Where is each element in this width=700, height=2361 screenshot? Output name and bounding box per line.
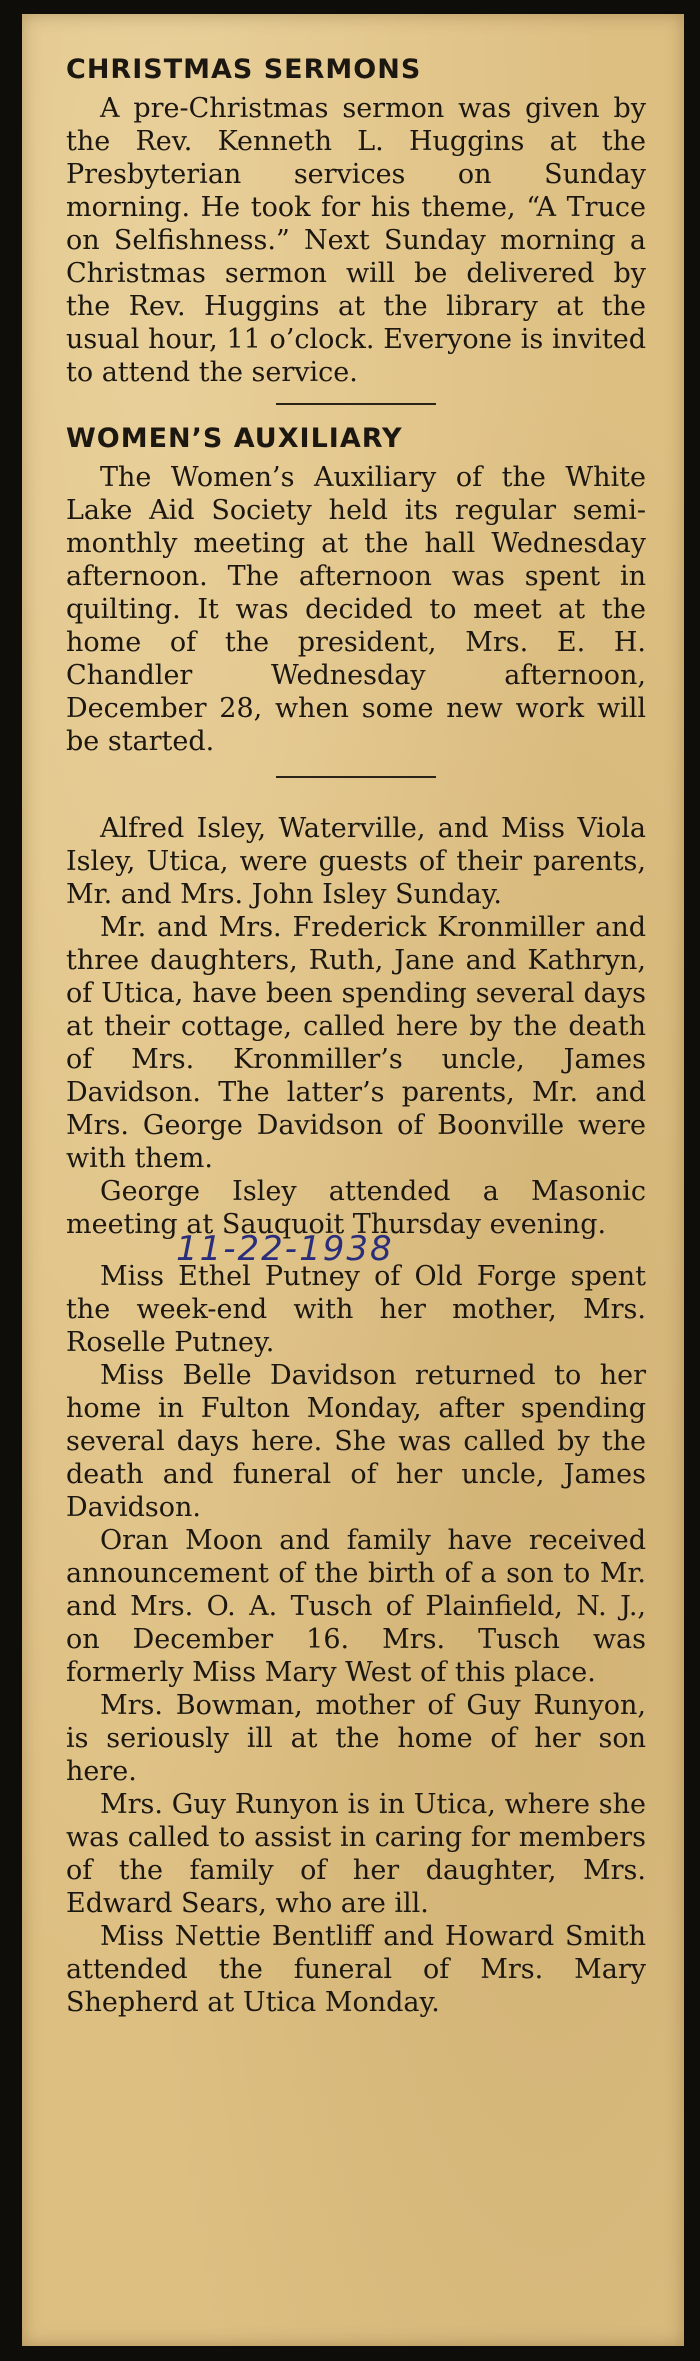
divider-rule — [276, 403, 436, 405]
news-item-runyon: Mrs. Guy Runyon is in Utica, where she was called to assist in caring for members of the family of her daughter, Mrs. Edward Sears, who are ill. — [66, 1789, 646, 1919]
article-column — [66, 50, 646, 2019]
heading-womens-auxiliary: WOMEN’S AUXILIARY — [66, 423, 403, 454]
news-item-bentliff-smith: Miss Nettie Bentliff and Howard Smith attended the funeral of Mrs. Mary Shepherd at Utica Monday. — [66, 1921, 646, 2018]
divider-rule — [276, 776, 436, 778]
news-item-isley-guests: Alfred Isley, Waterville, and Miss Viola Isley, Utica, were guests of their parents, Mr. and Mrs. John Isley Sunday. — [66, 813, 646, 910]
paragraph-womens-auxiliary: The Women’s Auxiliary of the White Lake Aid Society held its regular semi-monthly meeting at the hall Wednesday afternoon. The afternoon was spent in quilting. It was decided to meet at the home of the president, Mrs. E. H. Chandler Wednesday afternoon, December 28, when some new work will be started. — [66, 462, 646, 757]
news-item-putney: Miss Ethel Putney of Old Forge spent the week-end with her mother, Mrs. Roselle Putney. — [66, 1261, 646, 1358]
paragraph-christmas-sermons: A pre-Christmas sermon was given by the Rev. Kenneth L. Huggins at the Presbyterian services on Sunday morning. He took for his theme, “A Truce on Selfishness.” Next Sunday morning a Christmas sermon will be delivered by the Rev. Huggins at the library at the usual hour, 11 o’clock. Everyone is invited to attend the service. — [66, 93, 646, 388]
news-item-bowman: Mrs. Bowman, mother of Guy Runyon, is seriously ill at the home of her son here. — [66, 1690, 646, 1787]
news-item-tusch-birth: Oran Moon and family have received announcement of the birth of a son to Mr. and Mrs. O. A. Tusch of Plainfield, N. J., on December 16. Mrs. Tusch was formerly Miss Mary West of this place. — [66, 1525, 646, 1688]
handwritten-date: 11-22-1938 — [176, 1229, 394, 1269]
newspaper-clipping — [22, 14, 684, 2346]
news-item-kronmiller: Mr. and Mrs. Frederick Kronmiller and three daughters, Ruth, Jane and Kathryn, of Utica, have been spending several days at their cottage, called here by the death of Mrs. Kronmiller’s uncle, James Davidson. The latter’s parents, Mr. and Mrs. George Davidson of Boonville were with them. — [66, 912, 646, 1174]
heading-christmas-sermons: CHRISTMAS SERMONS — [66, 54, 422, 85]
news-item-belle-davidson: Miss Belle Davidson returned to her home in Fulton Monday, after spending several days here. She was called by the death and funeral of her uncle, James Davidson. — [66, 1360, 646, 1523]
news-item-masonic-meeting: George Isley attended a Masonic meeting at Sauquoit Thursday evening. — [66, 1176, 646, 1240]
